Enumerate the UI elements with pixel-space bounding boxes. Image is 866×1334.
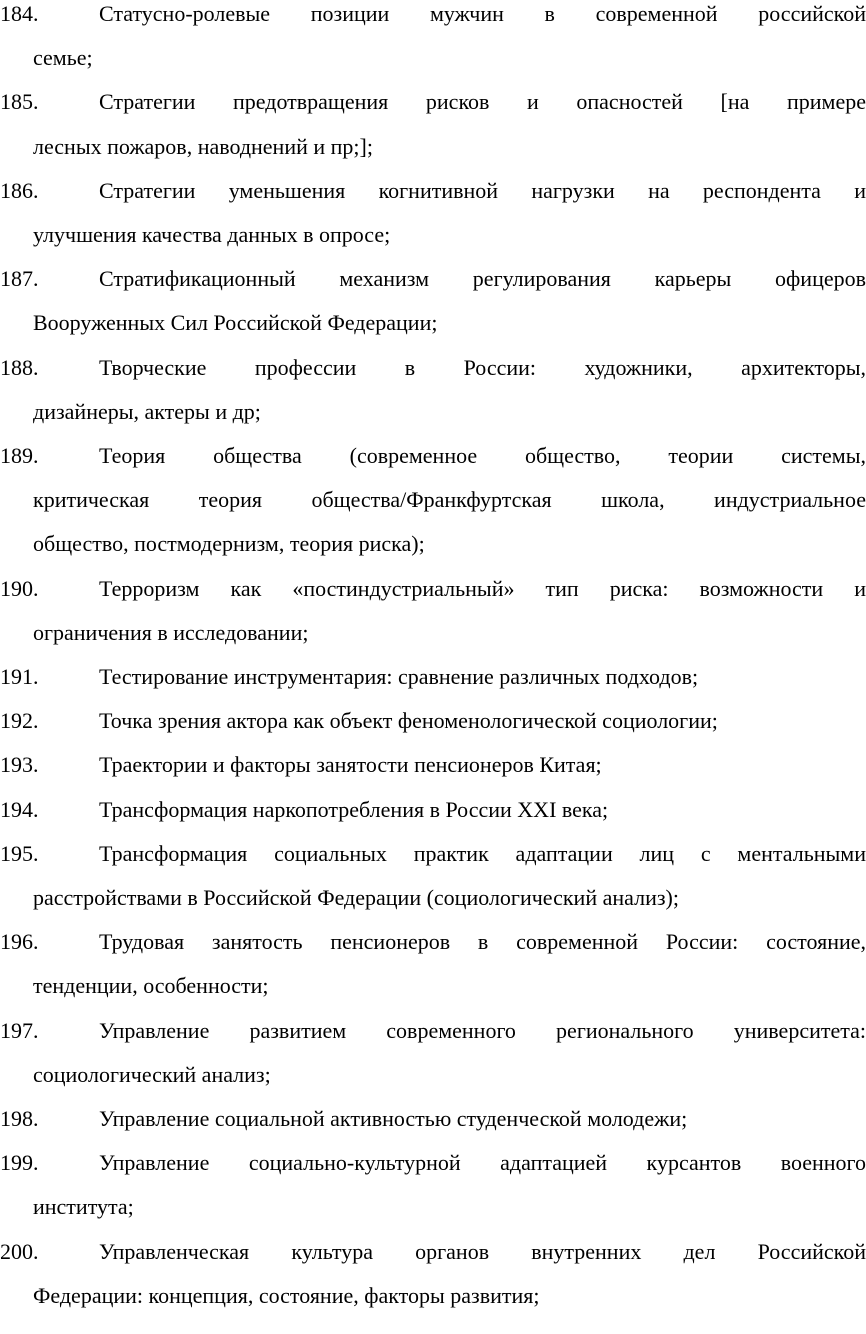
list-item-first-line [0,788,866,832]
list-item-continuation: Вооруженных Сил Российской Федерации; [33,310,438,336]
list-item-number: 196. [0,929,39,955]
list-item-first-line [0,567,866,611]
list-item-continuation: критическая теория общества/Франкфуртская школа, индустриальное [33,487,866,513]
list-item-continuation: общество, постмодернизм, теория риска); [33,531,425,557]
list-item-text: Трудовая занятость пенсионеров в современной России: состояние, [99,929,866,955]
list-item-number: 199. [0,1150,39,1176]
list-item-text: Стратификационный механизм регулирования карьеры офицеров [99,266,866,292]
list-item-continuation: расстройствами в Российской Федерации (социологический анализ); [33,885,679,911]
list-item-first-line [0,699,866,743]
list-item-first-line [0,920,866,964]
list-item [0,832,866,920]
list-item [0,1230,866,1318]
list-item-first-line [0,743,866,787]
list-item [0,0,866,80]
list-item-text: Точка зрения актора как объект феноменологической социологии; [99,708,718,734]
list-item-first-line [0,257,866,301]
list-item [0,567,866,655]
list-item [0,80,866,168]
list-item [0,257,866,345]
list-item-text: Трансформация наркопотребления в России XXI века; [99,796,609,822]
list-item-first-line [0,434,866,478]
list-item-number: 195. [0,840,39,866]
list-item-continuation: ограничения в исследовании; [33,619,309,645]
list-item-continuation: улучшения качества данных в опросе; [33,222,391,248]
list-item-first-line [0,1097,866,1141]
list-item-text: Теория общества (современное общество, теории системы, [99,443,866,469]
list-item [0,169,866,257]
list-item-text: Траектории и факторы занятости пенсионеров Китая; [99,752,602,778]
list-item-text: Управление развитием современного регионального университета: [99,1017,866,1043]
list-item-number: 193. [0,752,39,778]
list-item-text: Управление социальной активностью студенческой молодежи; [99,1106,688,1132]
list-item-text: Статусно-ролевые позиции мужчин в современной российской [99,1,866,26]
list-item-first-line [0,1141,866,1185]
list-item-number: 192. [0,708,39,734]
list-item-number: 186. [0,177,39,203]
list-item-first-line [0,1230,866,1274]
list-item-continuation: тенденции, особенности; [33,973,269,999]
list-item [0,434,866,567]
list-item-first-line [0,0,866,36]
list-item-continuation: лесных пожаров, наводнений и пр;]; [33,133,373,159]
list-item-continuation: института; [33,1194,134,1220]
list-item-text: Тестирование инструментария: сравнение различных подходов; [99,664,699,690]
list-item-number: 188. [0,354,39,380]
list-item-number: 187. [0,266,39,292]
list-item [0,1009,866,1097]
list-item-text: Трансформация социальных практик адаптации лиц с ментальными [99,840,866,866]
list-item-first-line [0,169,866,213]
list-item-number: 194. [0,796,39,822]
list-item-first-line [0,832,866,876]
list-item-text: Стратегии уменьшения когнитивной нагрузки на респондента и [99,177,866,203]
list-item-number: 189. [0,443,39,469]
list-item-continuation: семье; [33,45,93,71]
list-item-number: 191. [0,664,39,690]
list-item-continuation: дизайнеры, актеры и др; [33,398,261,424]
list-item-text: Управление социально-культурной адаптацией курсантов военного [99,1150,866,1176]
list-item [0,788,866,832]
list-item-text: Управленческая культура органов внутренних дел Российской [99,1238,866,1264]
list-item [0,1141,866,1229]
list-item-continuation: Федерации: концепция, состояние, факторы развития; [33,1282,540,1308]
list-item [0,920,866,1008]
list-item-first-line [0,655,866,699]
list-item-number: 185. [0,89,39,115]
list-item-number: 200. [0,1238,39,1264]
list-item [0,346,866,434]
list-item [0,1097,866,1141]
list-item-number: 197. [0,1017,39,1043]
list-item [0,743,866,787]
list-item-text: Стратегии предотвращения рисков и опасностей [на примере [99,89,866,115]
list-item-first-line [0,80,866,124]
list-item-number: 198. [0,1106,39,1132]
list-item-number: 190. [0,575,39,601]
list-item-continuation: социологический анализ; [33,1061,271,1087]
list-item-first-line [0,346,866,390]
list-item-text: Терроризм как «постиндустриальный» тип риска: возможности и [99,575,866,601]
list-item-number: 184. [0,1,39,26]
list-item-text: Творческие профессии в России: художники, архитекторы, [99,354,866,380]
list-item [0,655,866,699]
list-item [0,699,866,743]
list-item-first-line [0,1009,866,1053]
